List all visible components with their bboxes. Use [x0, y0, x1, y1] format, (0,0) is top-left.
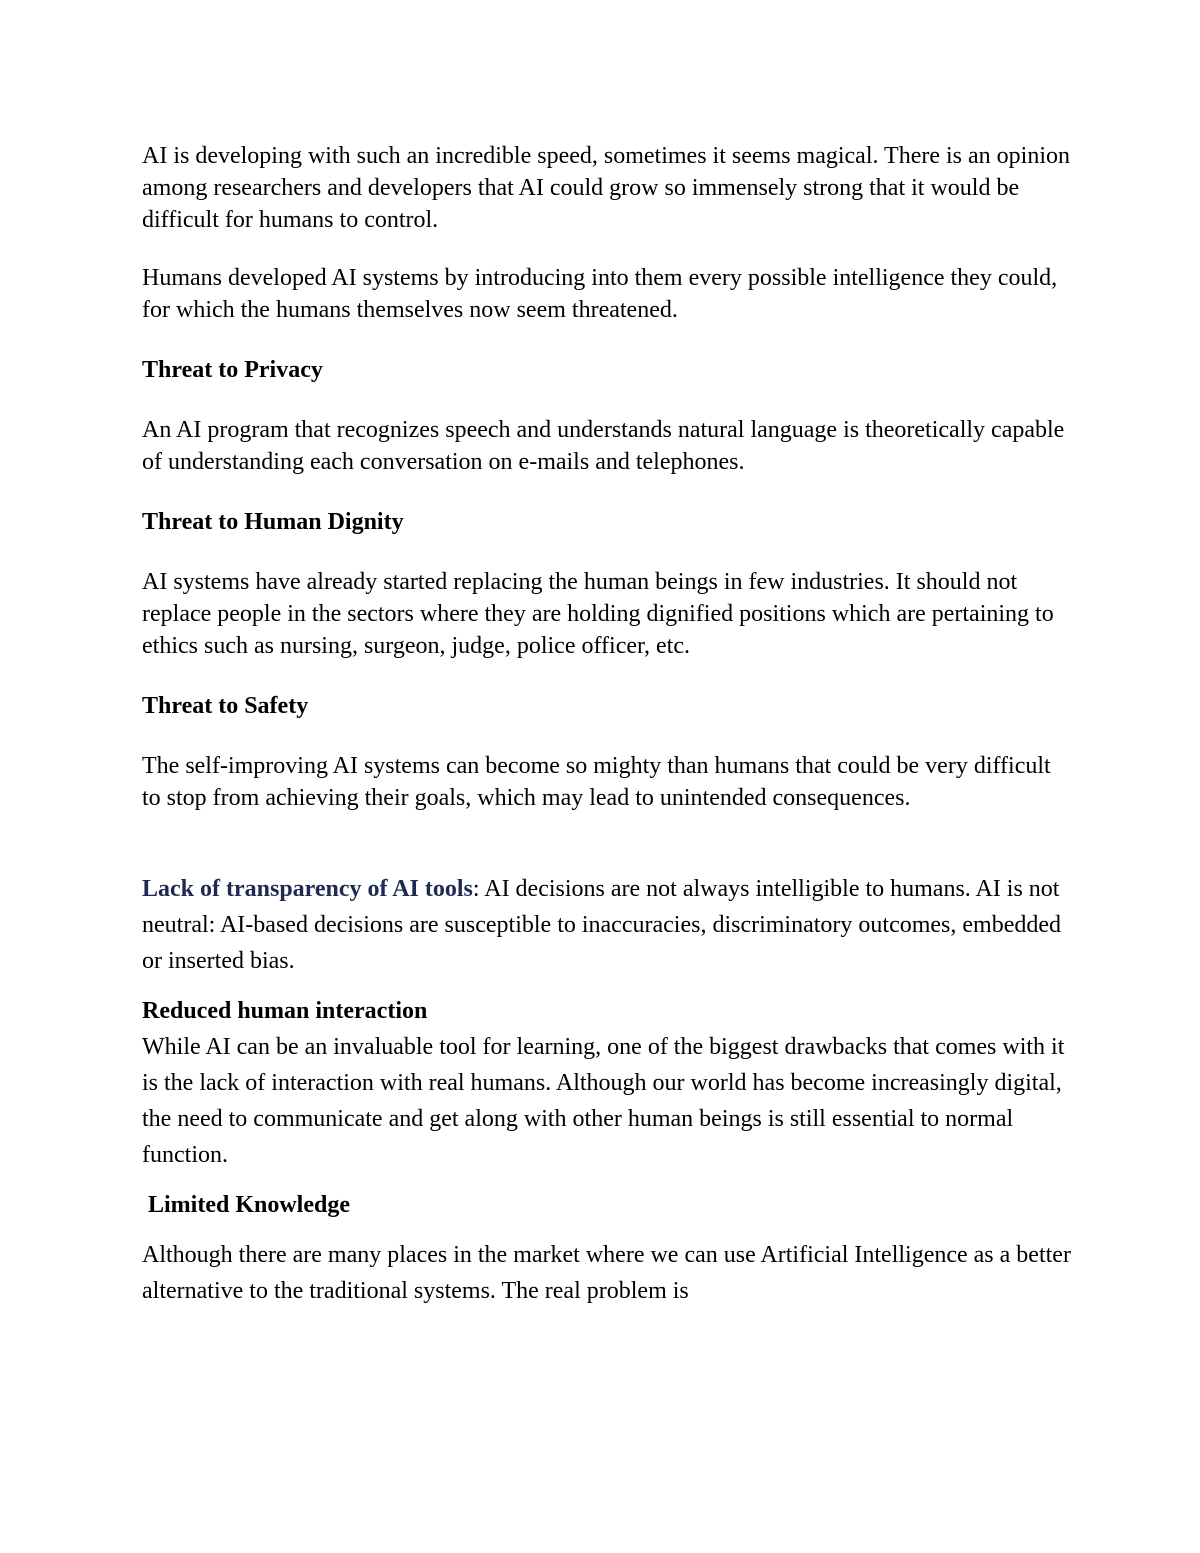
- intro-paragraph-2: Humans developed AI systems by introducing into them every possible intelligence they could, for which the humans themselves now seem threatened.: [142, 265, 1058, 323]
- heading-limited-knowledge: Limited Knowledge: [148, 1192, 350, 1218]
- lead-lack-of-transparency: Lack of transparency of AI tools: [142, 876, 473, 902]
- heading-reduced-human-interaction: Reduced human interaction: [142, 998, 428, 1024]
- paragraph-threat-to-safety: The self-improving AI systems can become so mighty than humans that could be very difficult to stop from achieving their goals, which may lead to unintended consequences.: [142, 753, 1051, 811]
- paragraph-reduced-human-interaction: While AI can be an invaluable tool for learning, one of the biggest drawbacks that comes with it is the lack of interaction with real humans. Although our world has become increasingly digital, the need to communicate and get along with other human beings is still essential to normal function.: [142, 1034, 1065, 1168]
- intro-paragraph-1: AI is developing with such an incredible speed, sometimes it seems magical. There is an opinion among researchers and developers that AI could grow so immensely strong that it would be difficult for humans to control.: [142, 143, 1071, 233]
- paragraph-threat-to-human-dignity: AI systems have already started replacing the human beings in few industries. It should not replace people in the sectors where they are holding dignified positions which are pertaining to ethics such as nursing, surgeon, judge, police officer, etc.: [142, 569, 1054, 659]
- paragraph-lack-of-transparency: [142, 871, 1072, 979]
- paragraph-threat-to-privacy: An AI program that recognizes speech and understands natural language is theoretically capable of understanding each conversation on e-mails and telephones.: [142, 417, 1065, 475]
- heading-threat-to-safety: Threat to Safety: [142, 693, 309, 719]
- heading-threat-to-human-dignity: Threat to Human Dignity: [142, 509, 404, 535]
- heading-threat-to-privacy: Threat to Privacy: [142, 357, 323, 383]
- text-lack-of-transparency: : AI decisions are not always intelligible to humans. AI is not neutral: AI-based decisions are susceptible to inaccuracies, discriminatory outcomes, embedded or inserted bias.: [142, 876, 1062, 974]
- paragraph-limited-knowledge: Although there are many places in the market where we can use Artificial Intelligence as a better alternative to the traditional systems. The real problem is: [142, 1242, 1071, 1304]
- document-body: [142, 140, 1072, 1309]
